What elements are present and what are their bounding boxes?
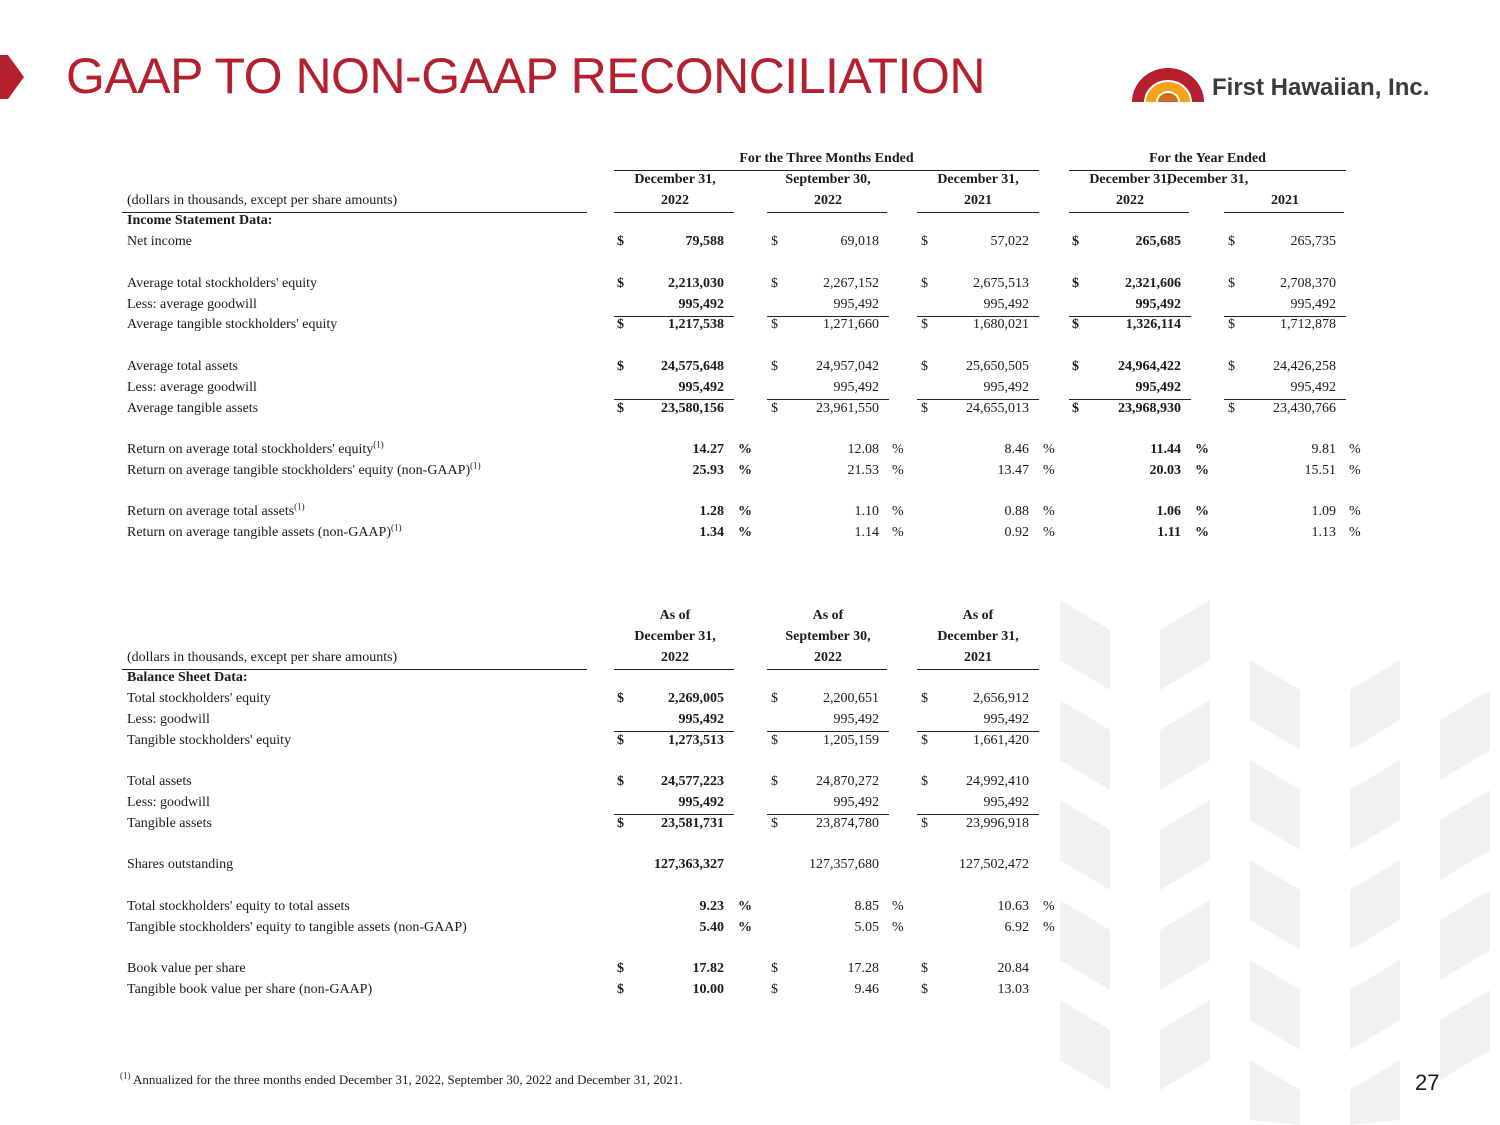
row-label-text: Return on average tangible stockholders' equity (non-GAAP) [127, 463, 471, 478]
cell-value: 1,680,021 [973, 317, 1029, 332]
cell-value: 1.10 [854, 504, 879, 519]
label-header: (dollars in thousands, except per share amounts) [127, 650, 398, 665]
row-label [127, 441, 384, 459]
cell-value: 1,326,114 [1125, 317, 1181, 332]
cell-value: 127,502,472 [959, 857, 1029, 872]
cell-value: 1.28 [699, 504, 724, 519]
cell-value: 6.92 [1004, 920, 1029, 935]
cell-value: 995,492 [1290, 380, 1336, 395]
cell-value: 2,213,030 [668, 276, 724, 291]
percent-sign: % [738, 899, 752, 914]
cell-value: 995,492 [833, 297, 879, 312]
cell-value: 9.46 [854, 982, 879, 997]
cell-value: 23,581,731 [661, 816, 724, 831]
percent-sign: % [738, 463, 752, 478]
percent-sign: % [1043, 920, 1055, 935]
column-header-line1: December 31, [937, 172, 1019, 187]
cell-value: 9.81 [1311, 442, 1336, 457]
row-label-text: Average total assets [127, 359, 238, 374]
column-header-year: 2022 [814, 650, 842, 665]
dollar-sign: $ [921, 691, 928, 706]
cell-value: 1.06 [1156, 504, 1181, 519]
group-header-year: For the Year Ended [1149, 151, 1266, 166]
row-label-text: Less: average goodwill [127, 380, 257, 395]
cell-value: 9.23 [699, 899, 724, 914]
cell-value: 1.09 [1311, 504, 1336, 519]
dollar-sign: $ [1072, 401, 1079, 416]
column-header-line1: December 31, [1089, 172, 1171, 187]
row-label [127, 316, 337, 334]
cell-value: 995,492 [1135, 297, 1181, 312]
dollar-sign: $ [1228, 234, 1235, 249]
cell-value: 127,357,680 [809, 857, 879, 872]
column-header-line1: December 31, [1166, 172, 1249, 187]
cell-value: 10.00 [692, 982, 724, 997]
cell-value: 995,492 [833, 380, 879, 395]
percent-sign: % [892, 525, 904, 540]
row-label: Shares outstanding [127, 857, 234, 872]
percent-sign: % [1043, 504, 1055, 519]
dollar-sign: $ [921, 774, 928, 789]
cell-value: 24,655,013 [966, 401, 1029, 416]
column-header-underline [1069, 212, 1189, 213]
dollar-sign: $ [921, 401, 928, 416]
row-label: Tangible book value per share (non-GAAP) [127, 982, 373, 997]
cell-value: 8.46 [1004, 442, 1029, 457]
cell-value: 1.13 [1311, 525, 1336, 540]
logo-text: First Hawaiian, Inc. [1212, 74, 1430, 101]
dollar-sign: $ [1228, 401, 1235, 416]
percent-sign: % [1349, 525, 1361, 540]
cell-value: 995,492 [833, 795, 879, 810]
cell-value: 15.51 [1304, 463, 1336, 478]
percent-sign: % [1195, 525, 1209, 540]
cell-value: 0.88 [1004, 504, 1029, 519]
row-label [127, 462, 481, 480]
column-header-underline [917, 669, 1039, 670]
cell-value: 995,492 [983, 380, 1029, 395]
cell-value: 23,874,780 [816, 816, 879, 831]
cell-value: 995,492 [983, 795, 1029, 810]
cell-value: 995,492 [678, 380, 724, 395]
row-label: Tangible stockholders' equity [127, 733, 292, 748]
cell-value: 24,964,422 [1118, 359, 1181, 374]
cell-value: 13.47 [997, 463, 1029, 478]
cell-value: 20.03 [1149, 463, 1181, 478]
dollar-sign: $ [921, 961, 928, 976]
dollar-sign: $ [1072, 317, 1079, 332]
dollar-sign: $ [617, 691, 624, 706]
percent-sign: % [892, 504, 904, 519]
cell-value: 127,363,327 [654, 857, 724, 872]
cell-value: 8.85 [854, 899, 879, 914]
column-header-year: 2021 [964, 193, 992, 208]
cell-value: 1,712,878 [1280, 317, 1336, 332]
cell-value: 10.63 [997, 899, 1029, 914]
percent-sign: % [1043, 442, 1055, 457]
row-label [127, 379, 257, 397]
column-header-year: 2022 [661, 193, 689, 208]
column-header-as-of: As of [962, 608, 994, 623]
cell-value: 265,735 [1290, 234, 1336, 249]
dollar-sign: $ [771, 733, 778, 748]
cell-value: 1,205,159 [823, 733, 879, 748]
row-label: Less: goodwill [127, 795, 210, 810]
cell-value: 1,217,538 [668, 317, 724, 332]
cell-value: 5.05 [854, 920, 879, 935]
percent-sign: % [738, 442, 752, 457]
dollar-sign: $ [617, 234, 624, 249]
page-title: GAAP TO NON-GAAP RECONCILIATION [66, 48, 985, 104]
column-header-line1: December 31, [634, 629, 716, 644]
cell-value: 24,426,258 [1273, 359, 1336, 374]
percent-sign: % [1043, 525, 1055, 540]
cell-value: 20.84 [997, 961, 1029, 976]
column-header-underline [767, 669, 887, 670]
cell-value: 2,269,005 [668, 691, 724, 706]
cell-value: 23,996,918 [966, 816, 1029, 831]
cell-value: 13.03 [997, 982, 1029, 997]
dollar-sign: $ [921, 276, 928, 291]
row-label: Total stockholders' equity to total assets [127, 899, 350, 914]
dollar-sign: $ [1228, 317, 1235, 332]
dollar-sign: $ [771, 961, 778, 976]
dollar-sign: $ [771, 359, 778, 374]
cell-value: 23,430,766 [1273, 401, 1336, 416]
percent-sign: % [738, 525, 752, 540]
cell-value: 995,492 [983, 712, 1029, 727]
column-header-as-of: As of [812, 608, 844, 623]
cell-value: 1,271,660 [823, 317, 879, 332]
footnote-text: Annualized for the three months ended December 31, 2022, September 30, 2022 and December 31, 2021. [133, 1072, 683, 1087]
row-label-text: Net income [127, 234, 192, 249]
column-header-line1: September 30, [785, 629, 871, 644]
percent-sign: % [1043, 463, 1055, 478]
cell-value: 23,580,156 [661, 401, 724, 416]
cell-value: 23,961,550 [816, 401, 879, 416]
dollar-sign: $ [1072, 359, 1079, 374]
dollar-sign: $ [617, 982, 624, 997]
cell-value: 1,273,513 [668, 733, 724, 748]
percent-sign: % [738, 920, 752, 935]
dollar-sign: $ [617, 276, 624, 291]
column-header-line1: December 31, [937, 629, 1019, 644]
cell-value: 995,492 [833, 712, 879, 727]
dollar-sign: $ [771, 816, 778, 831]
cell-value: 2,321,606 [1125, 276, 1181, 291]
column-header-as-of: As of [659, 608, 691, 623]
column-header-underline [917, 212, 1039, 213]
cell-value: 995,492 [678, 795, 724, 810]
percent-sign: % [1349, 442, 1361, 457]
cell-value: 2,267,152 [823, 276, 879, 291]
dollar-sign: $ [617, 816, 624, 831]
dollar-sign: $ [921, 359, 928, 374]
dollar-sign: $ [617, 961, 624, 976]
cell-value: 5.40 [699, 920, 724, 935]
cell-value: 2,656,912 [973, 691, 1029, 706]
footnote-ref: (1) [470, 460, 481, 471]
dollar-sign: $ [921, 733, 928, 748]
cell-value: 23,968,930 [1118, 401, 1181, 416]
cell-value: 1,661,420 [973, 733, 1029, 748]
dollar-sign: $ [771, 691, 778, 706]
dollar-sign: $ [921, 982, 928, 997]
row-label [127, 400, 258, 418]
percent-sign: % [892, 920, 904, 935]
dollar-sign: $ [1072, 276, 1079, 291]
row-label: Total stockholders' equity [127, 691, 271, 706]
cell-value: 11.44 [1150, 442, 1181, 457]
dollar-sign: $ [921, 317, 928, 332]
dollar-sign: $ [617, 774, 624, 789]
cell-value: 79,588 [685, 234, 724, 249]
dollar-sign: $ [771, 276, 778, 291]
background-watermark-pattern [1050, 600, 1500, 1125]
dollar-sign: $ [921, 816, 928, 831]
column-header-year: 2021 [1271, 193, 1299, 208]
row-label-text: Return on average total stockholders' equity [127, 442, 374, 457]
column-header-year: 2022 [661, 650, 689, 665]
dollar-sign: $ [921, 234, 928, 249]
cell-value: 2,708,370 [1280, 276, 1336, 291]
cell-value: 995,492 [983, 297, 1029, 312]
row-label: Book value per share [127, 961, 246, 976]
cell-value: 1.34 [699, 525, 724, 540]
section-title: Income Statement Data: [127, 213, 273, 228]
cell-value: 0.92 [1004, 525, 1029, 540]
company-logo [1130, 66, 1460, 110]
row-label-text: Less: average goodwill [127, 297, 257, 312]
row-label: Total assets [127, 774, 192, 789]
cell-value: 17.28 [847, 961, 879, 976]
column-header-underline [1224, 212, 1344, 213]
cell-value: 25.93 [692, 463, 724, 478]
label-header: (dollars in thousands, except per share amounts) [127, 193, 398, 208]
row-label [127, 296, 257, 314]
dollar-sign: $ [617, 401, 624, 416]
column-header-underline [614, 212, 734, 213]
footnote-ref: (1) [373, 439, 384, 450]
dollar-sign: $ [1228, 359, 1235, 374]
cell-value: 69,018 [840, 234, 879, 249]
dollar-sign: $ [771, 317, 778, 332]
row-label-text: Return on average tangible assets (non-GAAP) [127, 525, 391, 540]
page-number: 27 [1415, 1070, 1440, 1095]
row-label-text: Return on average total assets [127, 504, 295, 519]
percent-sign: % [1043, 899, 1055, 914]
row-label-text: Average total stockholders' equity [127, 276, 318, 291]
cell-value: 17.82 [692, 961, 724, 976]
percent-sign: % [892, 463, 904, 478]
column-header-year: 2022 [814, 193, 842, 208]
dollar-sign: $ [771, 982, 778, 997]
cell-value: 57,022 [990, 234, 1029, 249]
cell-value: 2,675,513 [973, 276, 1029, 291]
footnote-marker: (1) [120, 1070, 131, 1081]
row-label: Less: goodwill [127, 712, 210, 727]
dollar-sign: $ [617, 733, 624, 748]
row-label [127, 358, 238, 376]
percent-sign: % [1195, 442, 1209, 457]
percent-sign: % [1349, 504, 1361, 519]
cell-value: 995,492 [1135, 380, 1181, 395]
row-label [127, 275, 317, 293]
row-label-text: Average tangible stockholders' equity [127, 317, 338, 332]
row-label [127, 524, 401, 542]
group-header-three-months: For the Three Months Ended [739, 151, 914, 166]
dollar-sign: $ [1228, 276, 1235, 291]
cell-value: 21.53 [847, 463, 879, 478]
column-header-underline [767, 212, 887, 213]
dollar-sign: $ [771, 401, 778, 416]
row-label-text: Average tangible assets [127, 401, 259, 416]
section-title: Balance Sheet Data: [127, 670, 248, 685]
cell-value: 12.08 [847, 442, 879, 457]
percent-sign: % [1349, 463, 1361, 478]
footnote-ref: (1) [390, 522, 402, 533]
column-header-year: 2022 [1116, 193, 1144, 208]
cell-value: 24,577,223 [661, 774, 724, 789]
percent-sign: % [1195, 504, 1209, 519]
row-label: Tangible assets [127, 816, 212, 831]
cell-value: 1.14 [854, 525, 879, 540]
column-header-line1: September 30, [785, 172, 871, 187]
cell-value: 14.27 [692, 442, 724, 457]
percent-sign: % [1195, 463, 1209, 478]
cell-value: 1.11 [1157, 525, 1181, 540]
cell-value: 265,685 [1135, 234, 1181, 249]
cell-value: 995,492 [678, 712, 724, 727]
percent-sign: % [892, 899, 904, 914]
dollar-sign: $ [617, 317, 624, 332]
column-header-underline [614, 669, 734, 670]
column-header-year: 2021 [964, 650, 992, 665]
cell-value: 24,575,648 [661, 359, 724, 374]
title-arrow-icon [0, 55, 24, 99]
cell-value: 24,957,042 [816, 359, 879, 374]
dollar-sign: $ [617, 359, 624, 374]
dollar-sign: $ [771, 774, 778, 789]
percent-sign: % [738, 504, 752, 519]
dollar-sign: $ [771, 234, 778, 249]
cell-value: 995,492 [678, 297, 724, 312]
cell-value: 995,492 [1290, 297, 1336, 312]
dollar-sign: $ [1072, 234, 1079, 249]
footnote [120, 1072, 683, 1088]
percent-sign: % [892, 442, 904, 457]
row-label [127, 233, 192, 251]
cell-value: 24,992,410 [966, 774, 1029, 789]
cell-value: 24,870,272 [816, 774, 879, 789]
column-header-line1: December 31, [634, 172, 716, 187]
cell-value: 25,650,505 [966, 359, 1029, 374]
footnote-ref: (1) [294, 501, 305, 512]
row-label [127, 503, 305, 521]
row-label: Tangible stockholders' equity to tangible assets (non-GAAP) [127, 920, 467, 935]
cell-value: 2,200,651 [823, 691, 879, 706]
sunrise-logo-icon [1130, 66, 1208, 106]
